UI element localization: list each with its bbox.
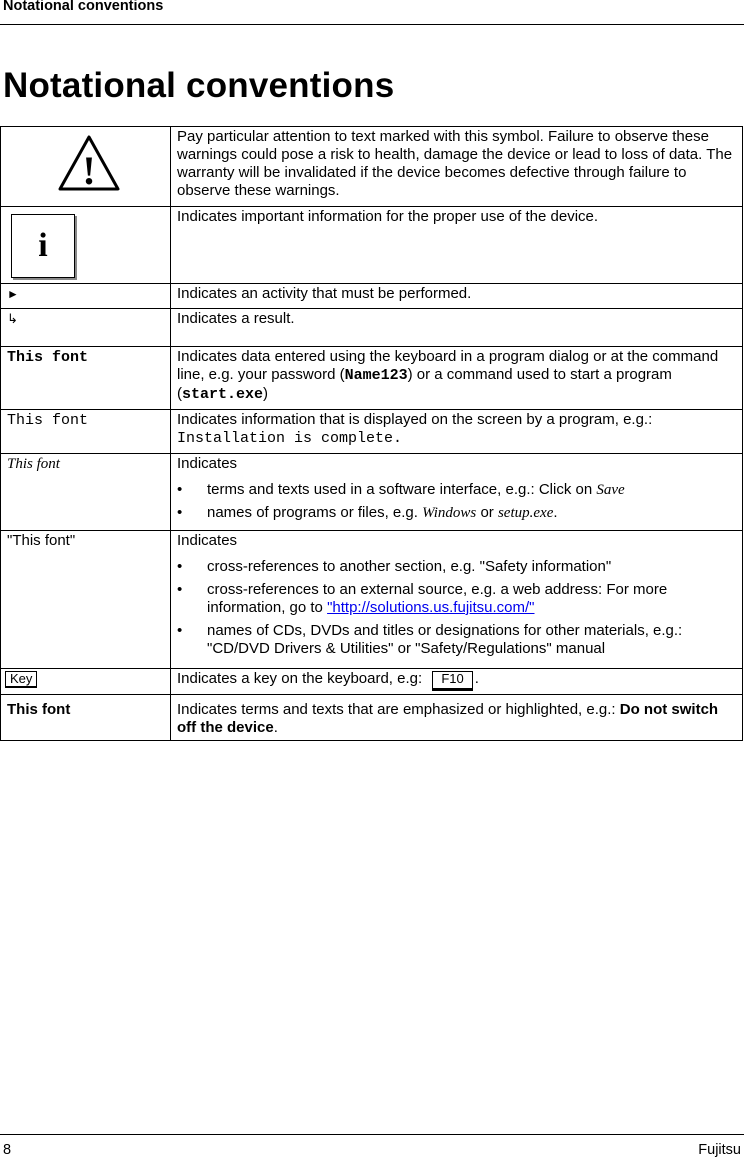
list-item: • names of programs or files, e.g. Windows or setup.exe.	[177, 504, 736, 522]
info-description: Indicates important information for the proper use of the device.	[171, 207, 743, 284]
page-number: 8	[3, 1142, 12, 1158]
result-arrow-icon: ↳	[7, 312, 18, 327]
result-symbol-cell	[1, 309, 171, 347]
table-row	[1, 347, 743, 410]
table-row	[1, 531, 743, 669]
table-row	[1, 284, 743, 309]
running-footer	[0, 1134, 744, 1158]
table-row	[1, 207, 743, 284]
software-terms-label: This font	[1, 454, 171, 531]
list-item: • cross-references to another section, e.g. "Safety information"	[177, 558, 736, 576]
table-row	[1, 669, 743, 695]
info-symbol-cell	[1, 207, 171, 284]
key-label: Key	[5, 671, 37, 688]
table-row	[1, 410, 743, 454]
play-arrow-icon: ►	[7, 287, 19, 301]
info-icon: i	[11, 214, 75, 278]
svg-text:!: !	[81, 148, 96, 192]
emphasis-label: This font	[1, 695, 171, 741]
table-row	[1, 454, 743, 531]
result-description: Indicates a result.	[171, 309, 743, 347]
footer-brand: Fujitsu	[698, 1142, 741, 1158]
screen-output-description: Indicates information that is displayed on the screen by a program, e.g.: Installation is complete.	[171, 410, 743, 454]
activity-symbol-cell	[1, 284, 171, 309]
cross-refs-description: Indicates • cross-references to another section, e.g. "Safety information" • cross-references to an external source, e.g. a web address: For more information, go to "http://solutions.us.fujitsu.com/" • names of CDs, DVDs and titles or designations for other materials, e.g.: "CD/DVD Drivers & Utilities" or "Safety/Regulations" manual	[171, 531, 743, 669]
screen-output-label: This font	[1, 410, 171, 454]
cross-refs-label: "This font"	[1, 531, 171, 669]
conventions-table	[0, 126, 743, 741]
list-item: • terms and texts used in a software interface, e.g.: Click on Save	[177, 481, 736, 499]
table-row	[1, 127, 743, 207]
running-header	[0, 0, 744, 25]
table-row	[1, 695, 743, 741]
warning-triangle-icon	[57, 134, 121, 192]
password-example: Name123	[344, 367, 408, 384]
command-example: start.exe	[182, 386, 264, 403]
f10-key: F10	[432, 671, 472, 691]
fujitsu-url-link[interactable]: "http://solutions.us.fujitsu.com/"	[327, 599, 535, 616]
emphasis-description: Indicates terms and texts that are emphasized or highlighted, e.g.: Do not switch off the device.	[171, 695, 743, 741]
key-label-cell	[1, 669, 171, 695]
key-description: Indicates a key on the keyboard, e.g: F10 .	[171, 669, 743, 695]
keyboard-input-label: This font	[1, 347, 171, 410]
software-terms-description: Indicates • terms and texts used in a software interface, e.g.: Click on Save • names of programs or files, e.g. Windows or setup.exe.	[171, 454, 743, 531]
screen-output-example: Installation is complete.	[177, 430, 403, 447]
list-item: • names of CDs, DVDs and titles or designations for other materials, e.g.: "CD/DVD Drivers & Utilities" or "Safety/Regulations" manual	[177, 622, 736, 658]
table-row	[1, 309, 743, 347]
running-header-title: Notational conventions	[3, 0, 164, 14]
activity-description: Indicates an activity that must be performed.	[171, 284, 743, 309]
list-item: • cross-references to an external source, e.g. a web address: For more information, go to "http://solutions.us.fujitsu.com/"	[177, 581, 736, 617]
page-title: Notational conventions	[3, 66, 395, 105]
keyboard-input-description: Indicates data entered using the keyboard in a program dialog or at the command line, e.g. your password (Name123) or a command used to start a program (start.exe)	[171, 347, 743, 410]
emphasis-example: Do not switch off the device	[177, 701, 719, 736]
warning-symbol-cell	[1, 127, 171, 207]
warning-description: Pay particular attention to text marked with this symbol. Failure to observe these warnings could pose a risk to health, damage the device or lead to loss of data. The warranty will be invalidated if the device becomes defective through failure to observe these warnings.	[171, 127, 743, 207]
